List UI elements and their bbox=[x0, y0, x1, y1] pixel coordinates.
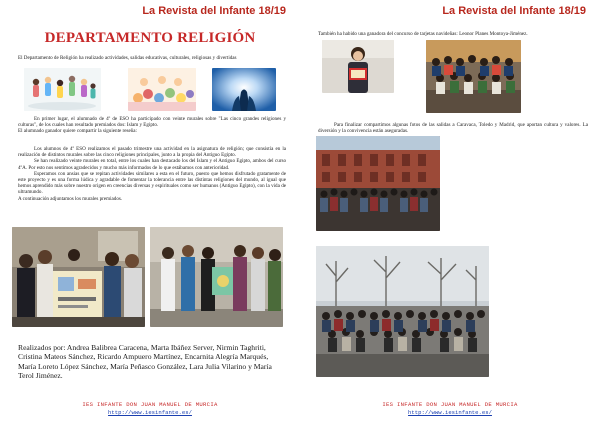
credits-text: Realizados por: Andrea Balibrea Caracena, Marta Ibáñez Server, Nirmin Taghriti, Cristina Mateos Sánchez, Ricardo Ampuero Martínez, Encarnita Alegría Marqués, María Loreto López Sánchez, María Peñasco González, Lara Julia Vilarino y María Terol Jiménez. bbox=[18, 343, 272, 381]
group-photo-winter-trees bbox=[316, 246, 489, 377]
body-text-1 bbox=[18, 116, 286, 135]
para-murals: En primer lugar, el alumnado de 4º de ESO ha participado con veinte murales sobre "Las cinco grandes religiones y culturas", de los cuales han resultado premiados dos: Islam y Egipto. bbox=[18, 116, 286, 129]
body-text-2 bbox=[18, 146, 286, 202]
school-link[interactable]: http://www.iesinfante.es/ bbox=[108, 409, 192, 416]
trips-text bbox=[318, 122, 588, 134]
school-name: IES INFANTE DON JUAN MANUEL DE MURCIA bbox=[82, 401, 218, 408]
magazine-header: La Revista del Infante 18/19 bbox=[142, 5, 286, 17]
right-footer bbox=[300, 401, 600, 417]
magazine-header-right: La Revista del Infante 18/19 bbox=[442, 5, 586, 17]
praying-hands-image bbox=[212, 68, 276, 111]
para-activity: Los alumnos de 4º ESO realizamos el pasado trimestre una actividad en la asignatura de religión; que consistía en la realización de distintos murales sobre las cinco religiones principales, junto a la propia del Antiguo Egipto. bbox=[18, 146, 286, 159]
school-link-right[interactable]: http://www.iesinfante.es/ bbox=[408, 409, 492, 416]
cartoon-crowd-image bbox=[128, 68, 196, 111]
para-results: Se han realizado veinte murales en total, entre los cuales han destacado los del Islam y el Antiguo Egipto, ambos del curso 4ºA. Por esto nos sentimos agradecidos y mucho más informados de lo que estábamos con anterioridad. bbox=[18, 158, 286, 171]
students-showing-mural-photo bbox=[150, 227, 283, 327]
intro-text: El Departamento de Religión ha realizado actividades, salidas educativas, culturales, religiosas y divertidas bbox=[18, 55, 237, 61]
department-title: DEPARTAMENTO RELIGIÓN bbox=[44, 30, 256, 46]
christmas-card-text: También ha habido una ganadora del concurso de tarjetas navideñas: Leonor Planes Montoya-Jiménez. bbox=[318, 31, 528, 37]
right-page bbox=[300, 0, 600, 424]
para-hopes: Esperamos con ansias que se repitan actividades similares a esta en el futuro, puesto que hemos disfrutado gratamente de este proyecto y es una forma lúdica y agradable de fomentar la tolerancia entre las distintas religiones del mundo, al igual que hemos aprendido más sobre nuestro origen en creencias diversas y espirituales como ser humanos (Antiguo Egipto), con la vida de ultramundo. bbox=[18, 170, 286, 196]
group-photo-plaza-mayor bbox=[316, 136, 440, 231]
para-trips: Para finalizar compartimos algunas fotos de las salidas a Caravaca, Toledo y Madrid, que aportan cultura y valores. La diversión y la convivencia están aseguradas. bbox=[318, 122, 588, 135]
people-cartoon-image bbox=[24, 68, 101, 111]
school-name-right: IES INFANTE DON JUAN MANUEL DE MURCIA bbox=[382, 401, 518, 408]
group-photo-stairs bbox=[426, 40, 521, 113]
students-mural-photo bbox=[12, 227, 145, 327]
girl-with-christmas-card-photo bbox=[322, 40, 394, 93]
left-footer bbox=[0, 401, 300, 417]
para-review-intro: El alumnado ganador quiere compartir la siguiente reseña: bbox=[18, 128, 137, 135]
para-attached: A continuación adjuntamos los murales premiados. bbox=[18, 195, 123, 202]
